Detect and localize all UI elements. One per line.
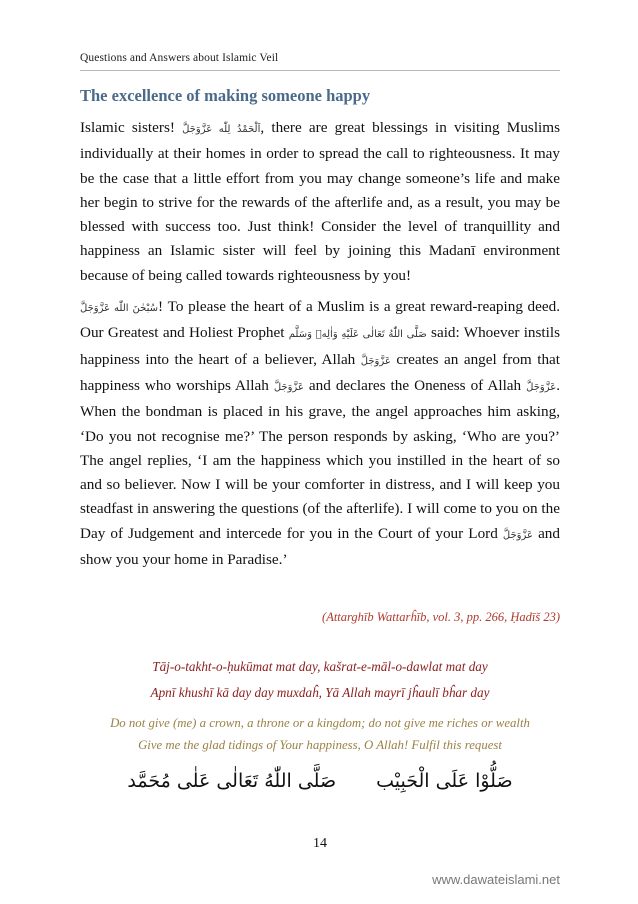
- paragraph-2-text: and declares the Oneness of Allah: [303, 376, 527, 394]
- poem-transliteration: [80, 654, 560, 706]
- body-text: [80, 116, 560, 579]
- arabic-honorific: عَزَّوَجَلَّ: [360, 355, 391, 367]
- arabic-honorific: عَزَّوَجَلَّ: [273, 381, 304, 393]
- section-heading: The excellence of making someone happy: [80, 86, 371, 105]
- durood-line: [80, 770, 560, 792]
- durood-part: صَلُّوْا عَلَى الْحَبِيْب: [376, 770, 513, 792]
- document-page: [80, 0, 560, 904]
- website-url: www.dawateislami.net: [432, 872, 560, 887]
- poem-line: Tāj-o-takht-o-ḥukūmat mat day, kašrat-e-māl-o-dawlat mat day: [152, 659, 488, 674]
- paragraph-2-text: said: Whoever instils happiness into the heart of a believer, Allah: [80, 324, 561, 368]
- paragraph-1-text: , there are great blessings in visiting Muslims individually at their homes in order to spread the call to righteousness. It may be the case that a little effort from you may change someone’s life and make her begin to strive for the rewards of the afterlife and, as a result, you may be blessed with success too. Just think! Consider the level of tranquillity and happiness an Islamic sister will feel by joining this Madanī environment because of being called towards righteousness by you!: [80, 119, 560, 284]
- poem-line: Apnī khushī kā day day muxdaĥ, Yā Allah mayrī jĥaulī bĥar day: [150, 685, 490, 700]
- paragraph-2-text: ! To please the heart of a Muslim is a great reward-reaping deed. Our Greatest and Holiest Prophet: [80, 298, 560, 342]
- paragraph-2-text: creates an angel from that happiness who worships Allah: [80, 350, 561, 394]
- running-header: Questions and Answers about Islamic Veil: [80, 52, 279, 64]
- translation-line: Do not give (me) a crown, a throne or a kingdom; do not give me riches or wealth: [110, 716, 530, 730]
- paragraph-1-lead: Islamic sisters!: [80, 119, 183, 136]
- arabic-honorific: عَزَّوَجَلَّ: [526, 381, 557, 393]
- header-divider: [80, 70, 560, 71]
- arabic-honorific: سُبْحٰنَ اللّٰه عَزَّوَجَلَّ: [80, 303, 158, 315]
- paragraph-1: [80, 116, 560, 288]
- paragraph-2-text: and show you your home in Paradise.’: [80, 524, 560, 569]
- paragraph-2-text: . When the bondman is placed in his grave, the angel approaches him asking, ‘Do you not recognise me?’ The person responds by asking, ‘Who are you?’ The angel replies, ‘I am the happiness which you instilled in the heart of so and so believer. Now I will be your comforter in distress, and I will keep you steadfast in answering the questions (of the afterlife). I will come to you on the Day of Judgement and intercede for you in the Court of your Lord: [80, 376, 560, 542]
- translation-line: Give me the glad tidings of Your happiness, O Allah! Fulfil this request: [138, 738, 502, 752]
- arabic-honorific: عَزَّوَجَلَّ: [502, 529, 533, 541]
- arabic-honorific: اَلْحَمْدُ لِلّٰه عَزَّوَجَلَّ: [182, 124, 261, 135]
- durood-part: صَلَّى اللّٰهُ تَعَالٰى عَلٰى مُحَمَّد: [127, 770, 337, 792]
- arabic-honorific: صَلَّى اللّٰهُ تَعَالٰى عَلَيْهِ وَاٰلِهٖ وَسَلَّم: [288, 329, 427, 341]
- page-number: 14: [313, 836, 327, 851]
- paragraph-2: [80, 295, 560, 572]
- poem-translation: [70, 712, 570, 756]
- hadith-citation: (Attarghīb Wattarĥīb, vol. 3, pp. 266, Ḥadīš 23): [322, 610, 560, 624]
